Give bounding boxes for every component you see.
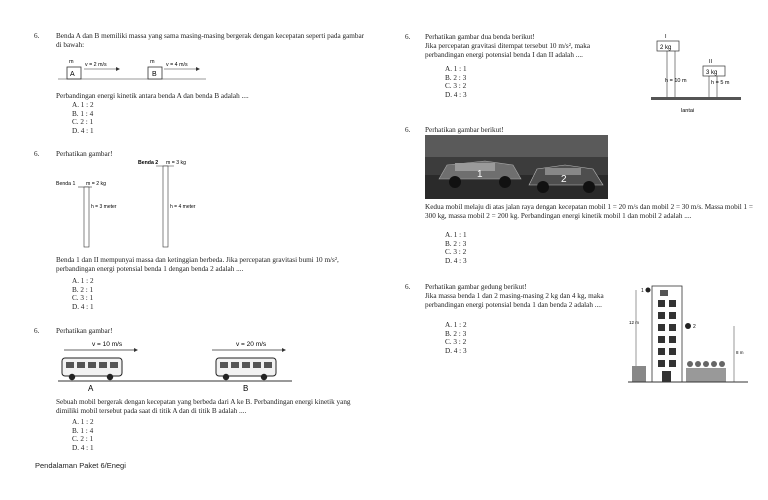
potential-energy-poles-figure bbox=[56, 158, 246, 250]
option-b[interactable]: B. 1 : 4 bbox=[72, 109, 94, 118]
object-1-label: 1 bbox=[641, 288, 644, 294]
benda1-mass: m = 2 kg bbox=[86, 181, 107, 187]
option-c[interactable]: C. 3 : 1 bbox=[72, 294, 94, 303]
question-number: 6. bbox=[405, 126, 411, 134]
question-intro: Perhatikan gambar! bbox=[56, 327, 113, 335]
question-intro: Perhatikan gambar berikut! bbox=[425, 126, 504, 134]
question-text: Jika massa benda 1 dan 2 masing-masing 2 kg dan 4 kg, maka perbandingan energi potensial benda 1 dan benda 2 adalah .... bbox=[425, 292, 604, 309]
benda2-label: Benda 2 bbox=[138, 160, 159, 166]
option-d[interactable]: D. 4 : 3 bbox=[445, 90, 467, 99]
question-text: Benda A dan B memiliki massa yang sama masing-masing bergerak dengan kecepatan seperti pada gambar di bawah: bbox=[56, 32, 365, 49]
floor-label: lantai bbox=[681, 108, 695, 114]
racing-cars-photo bbox=[425, 135, 608, 199]
block-a-label: A bbox=[70, 71, 75, 78]
question-intro: Perhatikan gambar! bbox=[56, 150, 113, 158]
question-number: 6. bbox=[34, 327, 40, 335]
object-2 bbox=[685, 323, 691, 329]
question-intro: Perhatikan gambar gedung berikut! bbox=[425, 283, 527, 291]
option-a[interactable]: A. 1 : 2 bbox=[72, 418, 94, 426]
options-list bbox=[72, 277, 94, 311]
floor bbox=[651, 97, 741, 100]
block-a-mass: m bbox=[69, 59, 74, 65]
question-text: Kedua mobil melaju di atas jalan raya dengan kecepatan mobil 1 = 20 m/s dan mobil 2 = 30 m/s. Massa mobil 1 = 300 kg, massa mobil 2 = 200 kg. Perbandingan energi kinetik mobil 1 dan mobil 2 adalah .... bbox=[425, 203, 753, 220]
question-number: 6. bbox=[34, 150, 40, 158]
option-c[interactable]: C. 3 : 2 bbox=[445, 82, 467, 91]
options-list bbox=[445, 231, 467, 265]
bus-motion-figure bbox=[56, 338, 296, 398]
option-b[interactable]: B. 2 : 3 bbox=[445, 73, 467, 82]
block-a bbox=[67, 59, 81, 79]
object-1 bbox=[646, 288, 651, 293]
question-text: Jika percepatan gravitasi ditempat tersebut 10 m/s², maka perbandingan energi potensial benda I dan II adalah .... bbox=[425, 42, 591, 59]
question-text: Benda 1 dan II mempunyai massa dan ketinggian berbeda. Jika percepatan gravitasi bumi 10 m/s², perbandingan energi potensial benda 1 dengan benda 2 adalah .... bbox=[56, 256, 339, 273]
bus-b bbox=[216, 358, 276, 380]
velocity-a-label: v = 2 m/s bbox=[85, 62, 107, 68]
question-number: 6. bbox=[34, 32, 40, 40]
option-c[interactable]: C. 3 : 2 bbox=[445, 338, 467, 347]
block-b bbox=[148, 59, 162, 79]
car-2-number: 2 bbox=[561, 174, 567, 185]
height2-label: h = 5 m bbox=[711, 80, 730, 86]
question-prompt: Perbandingan energi kinetik antara benda A dan benda B adalah .... bbox=[56, 92, 249, 100]
option-b[interactable]: B. 2 : 3 bbox=[445, 329, 467, 338]
velocity-b-label: v = 4 m/s bbox=[166, 62, 188, 68]
options-list bbox=[445, 321, 467, 355]
option-d[interactable]: D. 4 : 1 bbox=[72, 302, 94, 311]
benda1-height: h = 3 meter bbox=[91, 204, 117, 210]
option-b[interactable]: B. 2 : 3 bbox=[445, 239, 467, 248]
box2-mass: 3 kg bbox=[706, 70, 718, 76]
block-b-mass: m bbox=[150, 59, 155, 65]
option-a[interactable]: A. 1 : 2 bbox=[72, 277, 94, 285]
height-right-label: 8 m bbox=[736, 350, 744, 355]
box1-label: I bbox=[665, 34, 667, 40]
velocity-a-label: v = 10 m/s bbox=[92, 341, 123, 348]
block-b-label: B bbox=[152, 71, 157, 78]
question-intro: Perhatikan gambar dua benda berikut! bbox=[425, 33, 535, 41]
benda1-pole bbox=[84, 187, 89, 247]
question-number: 6. bbox=[405, 33, 411, 41]
options-list bbox=[72, 101, 94, 135]
options-list bbox=[72, 418, 94, 452]
option-a[interactable]: A. 1 : 2 bbox=[72, 101, 94, 109]
benda2-height: h = 4 meter bbox=[170, 204, 196, 210]
benda2-mass: m = 3 kg bbox=[166, 160, 187, 166]
question-number: 6. bbox=[405, 283, 411, 291]
option-b[interactable]: B. 2 : 1 bbox=[72, 285, 94, 294]
question-text: Sebuah mobil bergerak dengan kecepatan yang berbeda dari A ke B. Perbandingan energi kinetik yang dimiliki mobil tersebut pada saat di titik A dan di titik B adalah .... bbox=[56, 398, 351, 415]
kinetic-blocks-figure bbox=[56, 55, 256, 85]
car-1-number: 1 bbox=[477, 169, 483, 180]
point-a-label: A bbox=[88, 384, 94, 393]
two-boxes-height-figure bbox=[645, 32, 760, 120]
option-c[interactable]: C. 3 : 2 bbox=[445, 248, 467, 257]
building-figure bbox=[628, 284, 750, 396]
option-c[interactable]: C. 2 : 1 bbox=[72, 435, 94, 444]
object-2-label: 2 bbox=[693, 324, 696, 330]
option-d[interactable]: D. 4 : 1 bbox=[72, 126, 94, 135]
building bbox=[652, 286, 682, 382]
page-footer: Pendalaman Paket 6/Enegi bbox=[35, 461, 126, 470]
benda1-label: Benda 1 bbox=[56, 181, 76, 187]
option-c[interactable]: C. 2 : 1 bbox=[72, 118, 94, 127]
point-b-label: B bbox=[243, 384, 249, 393]
box2-label: II bbox=[709, 59, 713, 65]
option-a[interactable]: A. 1 : 1 bbox=[445, 231, 467, 239]
box1-mass: 2 kg bbox=[660, 45, 672, 51]
option-d[interactable]: D. 4 : 3 bbox=[445, 346, 467, 355]
option-d[interactable]: D. 4 : 3 bbox=[445, 256, 467, 265]
height1-label: h = 10 m bbox=[665, 78, 687, 84]
velocity-b-label: v = 20 m/s bbox=[236, 341, 267, 348]
option-d[interactable]: D. 4 : 1 bbox=[72, 443, 94, 452]
bus-a bbox=[62, 358, 122, 380]
options-list bbox=[445, 65, 467, 99]
height-left-label: 12 m bbox=[629, 320, 640, 325]
option-a[interactable]: A. 1 : 1 bbox=[445, 65, 467, 73]
benda2-pole bbox=[163, 166, 168, 247]
option-b[interactable]: B. 1 : 4 bbox=[72, 426, 94, 435]
option-a[interactable]: A. 1 : 2 bbox=[445, 321, 467, 329]
